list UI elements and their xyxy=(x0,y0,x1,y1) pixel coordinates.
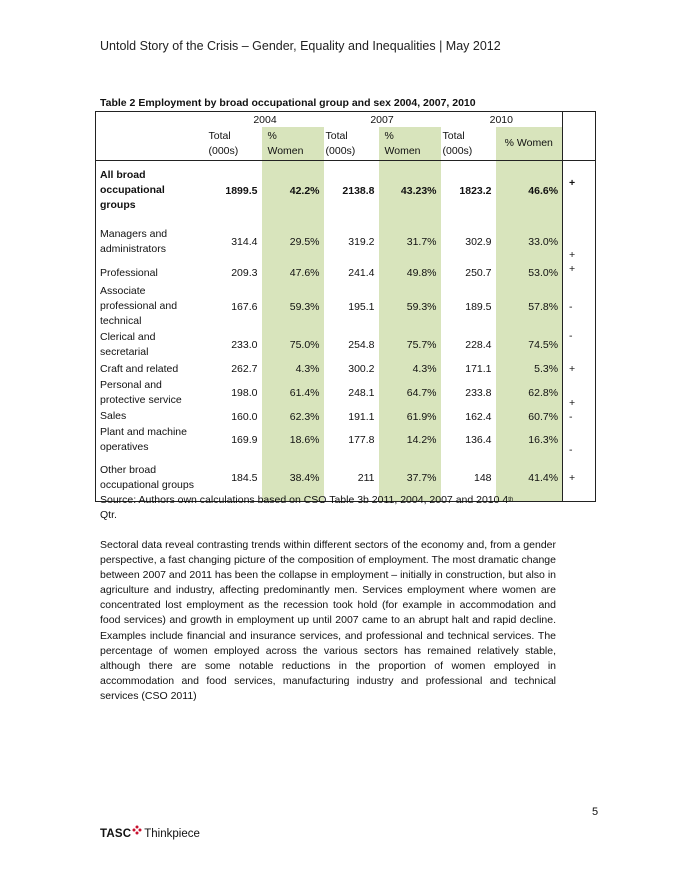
trend-indicator: + xyxy=(563,378,596,409)
year-header-row xyxy=(96,112,596,128)
year-2010: 2010 xyxy=(489,113,513,126)
pct-women-head: % Women xyxy=(496,127,563,161)
table-row: Other broad occupational groups 184.5 38.4% 211 37.7% 148 41.4% + xyxy=(96,456,596,502)
table-row: Craft and related 262.7 4.3% 300.2 4.3% 171.1 5.3% + xyxy=(96,361,596,378)
trend-indicator: + xyxy=(563,221,596,263)
table-row: Sales 160.0 62.3% 191.1 61.9% 162.4 60.7% - xyxy=(96,409,596,425)
trend-indicator: + xyxy=(563,361,596,378)
table-row: Clerical and secretarial 233.0 75.0% 254.8 75.7% 228.4 74.5% - xyxy=(96,330,596,361)
subheader-row: Total (000s) % Women Total (000s) % Women Total (000s) % Women xyxy=(96,127,596,161)
year-2007: 2007 xyxy=(370,113,394,126)
trend-indicator: + xyxy=(563,263,596,284)
table-row: All broad occupational groups 1899.5 42.2% 2138.8 43.23% 1823.2 46.6% + xyxy=(96,161,596,221)
row-label: Personal and protective service xyxy=(100,379,182,406)
table-row: Professional 209.3 47.6% 241.4 49.8% 250.7 53.0% + xyxy=(96,263,596,284)
table-source-note: Source: Authors own calculations based on CSO Table 3b 2011, 2004, 2007 and 2010 4th Qtr. xyxy=(100,494,514,521)
brand-suffix: Thinkpiece xyxy=(144,828,200,840)
running-header: Untold Story of the Crisis – Gender, Equality and Inequalities | May 2012 xyxy=(100,39,501,53)
table-caption: Table 2 Employment by broad occupational group and sex 2004, 2007, 2010 xyxy=(100,97,476,109)
table-row: Personal and protective service 198.0 61.4% 248.1 64.7% 233.8 62.8% + xyxy=(96,378,596,409)
row-label: Professional xyxy=(100,266,158,279)
employment-table xyxy=(95,111,596,502)
tasc-logo-mark-icon xyxy=(132,825,142,835)
row-label: Other broad occupational groups xyxy=(100,464,194,492)
row-label: Craft and related xyxy=(100,362,179,375)
row-label: Sales xyxy=(100,410,127,422)
pct-head: % xyxy=(384,129,394,142)
pct-head: % xyxy=(267,129,277,142)
trend-indicator: - xyxy=(563,330,596,361)
brand-name: TASC xyxy=(100,828,132,840)
row-label: Plant and machine operatives xyxy=(100,426,187,453)
total-head: Total xyxy=(442,129,465,142)
row-label: Clerical and secretarial xyxy=(100,331,156,358)
trend-indicator: - xyxy=(563,284,596,330)
row-label: Managers and administrators xyxy=(100,227,168,255)
trend-indicator: + xyxy=(563,456,596,502)
trend-indicator: + xyxy=(563,161,596,221)
trend-indicator: - xyxy=(563,409,596,425)
table-row: Managers and administrators 314.4 29.5% 319.2 31.7% 302.9 33.0% + xyxy=(96,221,596,263)
table-row: Plant and machine operatives 169.9 18.6% 177.8 14.2% 136.4 16.3% - xyxy=(96,425,596,456)
trend-indicator: - xyxy=(563,425,596,456)
row-label: All broad occupational groups xyxy=(100,169,165,212)
total-head: Total xyxy=(208,129,231,142)
body-paragraph: Sectoral data reveal contrasting trends within different sectors of the economy and, from a gender perspective, a fast changing picture of the composition of employment. The most dramatic change between 2007 and 2011 has been the collapse in employment – initially in construction, but also in agriculture and industry, affecting predominantly men. Services employment where women are concentrated lost employment as the recession took hold (for example in accommodation and food services) and growth in employment up until 2007 came to an abrupt halt and rapid decline. Examples include financial and insurance services, and professional and technical services. The percentage of women employed across the various sectors has remained relatively stable, although there are some notable reductions in the proportion of women employed in accommodation and food services, manufacturing industry and professional and technical services (CSO 2011) xyxy=(100,539,556,702)
total-head: Total xyxy=(325,129,348,142)
row-label: Associate professional and technical xyxy=(100,285,178,327)
table-row: Associate professional and technical 167.6 59.3% 195.1 59.3% 189.5 57.8% - xyxy=(96,284,596,330)
footer-logo xyxy=(100,825,200,843)
year-2004: 2004 xyxy=(253,113,277,126)
page-number: 5 xyxy=(592,806,599,818)
